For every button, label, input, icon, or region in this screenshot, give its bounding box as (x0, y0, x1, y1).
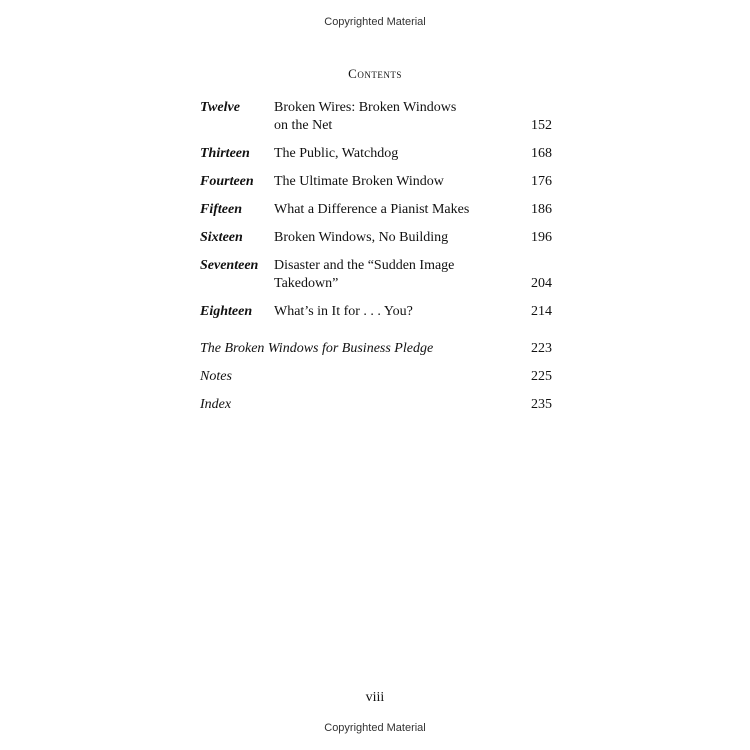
toc-entry-twelve[interactable] (200, 99, 552, 135)
chapter-title: What a Difference a Pianist Makes (274, 202, 470, 217)
chapter-label: Seventeen (200, 258, 259, 273)
page-number: 235 (531, 397, 552, 412)
chapter-label: Thirteen (200, 146, 250, 161)
toc-entry-fifteen[interactable] (200, 201, 552, 219)
back-matter-title: The Broken Windows for Business Pledge (200, 341, 434, 356)
copyright-notice-top: Copyrighted Material (324, 16, 426, 28)
page-number: 176 (531, 174, 552, 189)
toc-entry-index[interactable] (200, 396, 552, 414)
toc-entry-notes[interactable] (200, 368, 552, 386)
toc-entry-pledge[interactable] (200, 340, 552, 358)
chapter-title: The Public, Watchdog (274, 146, 399, 161)
chapter-title (274, 257, 508, 293)
toc-entry-fourteen[interactable] (200, 173, 552, 191)
toc-entry-sixteen[interactable] (200, 229, 552, 247)
page-folio: viii (365, 690, 385, 705)
page-number: 196 (531, 230, 552, 245)
chapter-label: Sixteen (200, 230, 243, 245)
page-number: 204 (531, 276, 552, 291)
page-number: 186 (531, 202, 552, 217)
chapter-label: Eighteen (200, 304, 253, 319)
copyright-notice-bottom: Copyrighted Material (324, 722, 426, 734)
toc-entry-seventeen[interactable] (200, 257, 552, 293)
page-number: 152 (531, 118, 552, 133)
table-of-contents (200, 99, 552, 424)
page-number: 225 (531, 369, 552, 384)
page-number: 214 (531, 304, 552, 319)
chapter-title: The Ultimate Broken Window (274, 174, 444, 189)
chapter-title-line: Disaster and the “Sudden Image (274, 258, 455, 273)
chapter-title-line: on the Net (274, 118, 333, 133)
page-number: 223 (531, 341, 552, 356)
chapter-title-line: Broken Wires: Broken Windows (274, 100, 457, 115)
chapter-title: Broken Windows, No Building (274, 230, 449, 245)
toc-entry-thirteen[interactable] (200, 145, 552, 163)
chapter-label: Fourteen (200, 174, 254, 189)
chapter-label: Fifteen (200, 202, 242, 217)
toc-entry-eighteen[interactable] (200, 303, 552, 321)
section-spacer (200, 331, 552, 340)
chapter-title: What’s in It for . . . You? (274, 304, 413, 319)
back-matter-title: Notes (200, 369, 232, 384)
page-heading: Contents (348, 66, 402, 81)
back-matter-title: Index (200, 397, 232, 412)
page-number: 168 (531, 146, 552, 161)
chapter-title (274, 99, 508, 135)
chapter-label: Twelve (200, 100, 240, 115)
chapter-title-line: Takedown” (274, 276, 339, 291)
